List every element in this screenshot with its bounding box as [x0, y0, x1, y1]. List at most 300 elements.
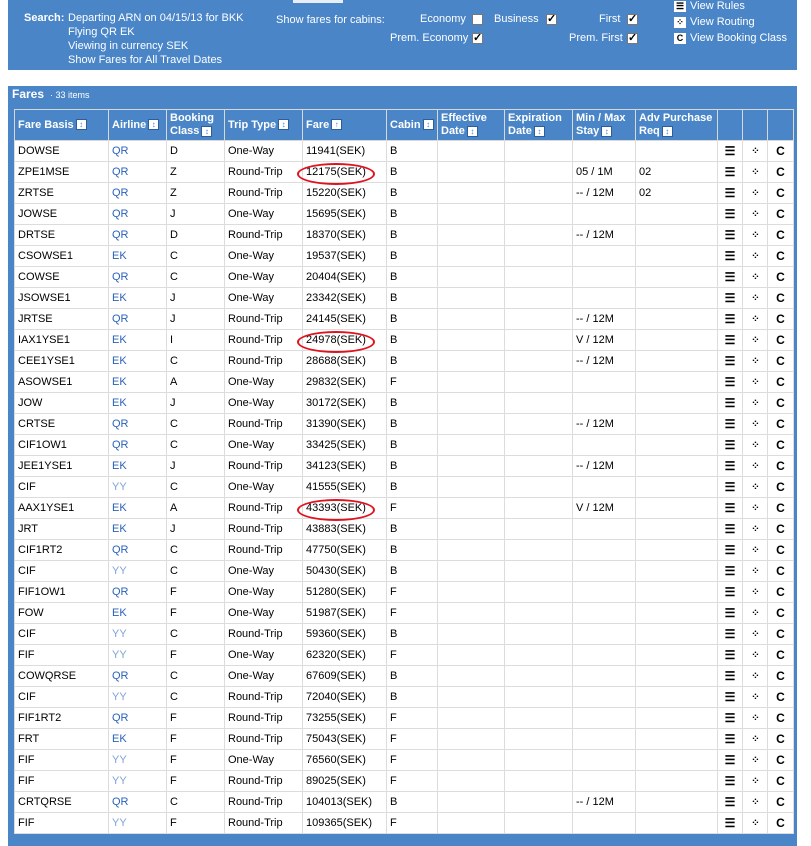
routing-icon[interactable]: ⁘ [743, 708, 768, 729]
fare-value: 11941(SEK) [306, 145, 366, 157]
cell-fare-basis [15, 267, 109, 288]
booking-class-icon[interactable]: C [768, 372, 794, 393]
rules-icon[interactable]: ☰ [718, 414, 743, 435]
booking-class-icon[interactable]: C [768, 183, 794, 204]
routing-icon[interactable]: ⁘ [743, 561, 768, 582]
airline-value[interactable]: QR [112, 712, 129, 724]
routing-icon[interactable]: ⁘ [743, 351, 768, 372]
cell-min-max [573, 561, 636, 582]
col-adv-purchase[interactable] [636, 110, 718, 141]
fare-value: 30172(SEK) [306, 397, 366, 409]
rules-icon[interactable]: ☰ [718, 393, 743, 414]
booking-class-icon[interactable]: C [768, 708, 794, 729]
cell-effective [438, 666, 505, 687]
cell-trip-type [225, 162, 303, 183]
booking-class-icon[interactable]: C [768, 813, 794, 834]
airline-value[interactable]: QR [112, 544, 129, 556]
booking-class-icon[interactable]: C [768, 162, 794, 183]
fare-basis-value: FIF [18, 649, 35, 661]
sort-icon[interactable]: ↕ [148, 119, 159, 130]
cell-fare-basis [15, 393, 109, 414]
trip-type-value: Round-Trip [228, 628, 283, 640]
routing-icon[interactable]: ⁘ [743, 162, 768, 183]
airline-value[interactable]: QR [112, 418, 129, 430]
booking-class-icon[interactable]: C [768, 540, 794, 561]
booking-class-icon[interactable]: C [768, 267, 794, 288]
cell-airline[interactable] [109, 288, 167, 309]
col-expiration-date[interactable] [505, 110, 573, 141]
booking-class-icon[interactable]: C [768, 456, 794, 477]
table-row [15, 729, 794, 750]
col-min-max-stay[interactable] [573, 110, 636, 141]
cell-fare [303, 456, 387, 477]
prem-first-checkbox[interactable] [627, 33, 638, 44]
rules-icon[interactable]: ☰ [718, 687, 743, 708]
cell-fare-basis [15, 687, 109, 708]
view-booking-class-link[interactable] [674, 32, 787, 44]
airline-value[interactable]: EK [112, 250, 127, 262]
rules-icon[interactable]: ☰ [718, 750, 743, 771]
sort-icon[interactable]: ↕ [278, 119, 289, 130]
cell-min-max [573, 351, 636, 372]
cell-fare-basis [15, 204, 109, 225]
cell-adv [636, 603, 718, 624]
cell-effective [438, 771, 505, 792]
airline-value[interactable]: QR [112, 208, 129, 220]
cell-airline[interactable] [109, 141, 167, 162]
routing-icon[interactable]: ⁘ [743, 477, 768, 498]
booking-class-icon[interactable]: C [768, 603, 794, 624]
booking-class-icon[interactable]: C [768, 225, 794, 246]
adv-value: 02 [639, 166, 652, 178]
cell-airline[interactable] [109, 603, 167, 624]
booking-class-icon[interactable]: C [768, 771, 794, 792]
routing-icon[interactable]: ⁘ [743, 750, 768, 771]
cell-airline[interactable] [109, 456, 167, 477]
cell-trip-type [225, 708, 303, 729]
table-row [15, 456, 794, 477]
booking-class-icon[interactable]: C [768, 246, 794, 267]
cell-airline[interactable] [109, 645, 167, 666]
sort-icon[interactable]: ↕ [534, 126, 545, 137]
booking-class-icon[interactable]: C [768, 141, 794, 162]
cabin-value: F [390, 733, 397, 745]
routing-icon[interactable]: ⁘ [743, 771, 768, 792]
cell-effective [438, 519, 505, 540]
airline-value[interactable]: QR [112, 271, 129, 283]
cell-effective [438, 708, 505, 729]
table-row [15, 309, 794, 330]
cell-booking-class [167, 708, 225, 729]
cell-airline[interactable] [109, 267, 167, 288]
routing-icon[interactable]: ⁘ [743, 414, 768, 435]
routing-icon[interactable]: ⁘ [743, 246, 768, 267]
cell-airline[interactable] [109, 540, 167, 561]
cell-airline[interactable] [109, 225, 167, 246]
airline-value[interactable]: QR [112, 796, 129, 808]
search-route: Departing ARN on 04/15/13 for BKK [68, 12, 244, 24]
fare-basis-value: FRT [18, 733, 40, 745]
cabin-value: B [390, 628, 398, 640]
routing-icon: ⁘ [674, 17, 686, 28]
cell-fare-basis [15, 225, 109, 246]
routing-icon[interactable]: ⁘ [743, 582, 768, 603]
view-rules-link[interactable] [674, 0, 745, 12]
airline-value[interactable]: EK [112, 460, 127, 472]
sort-ascending-icon[interactable]: ↑ [331, 119, 342, 130]
airline-value[interactable]: QR [112, 229, 129, 241]
airline-value[interactable]: EK [112, 376, 127, 388]
cell-fare [303, 225, 387, 246]
economy-checkbox[interactable] [472, 14, 483, 25]
airline-value[interactable]: EK [112, 334, 127, 346]
trip-type-value: Round-Trip [228, 817, 283, 829]
airline-value[interactable]: QR [112, 166, 129, 178]
booking-class-icon[interactable]: C [768, 582, 794, 603]
routing-icon[interactable]: ⁘ [743, 204, 768, 225]
rules-icon[interactable]: ☰ [718, 141, 743, 162]
cell-airline[interactable] [109, 792, 167, 813]
airline-value[interactable]: YY [112, 775, 127, 787]
sort-icon[interactable]: ↕ [662, 126, 673, 137]
routing-icon[interactable]: ⁘ [743, 540, 768, 561]
airline-value[interactable]: YY [112, 565, 127, 577]
fare-value: 24145(SEK) [306, 313, 366, 325]
cell-fare [303, 666, 387, 687]
airline-value[interactable]: YY [112, 481, 127, 493]
rules-icon[interactable]: ☰ [718, 477, 743, 498]
col-fare-basis[interactable] [15, 110, 109, 141]
rules-icon[interactable]: ☰ [718, 246, 743, 267]
booking-class-value: J [170, 313, 176, 325]
airline-value[interactable]: QR [112, 439, 129, 451]
cabin-value: F [390, 607, 397, 619]
cell-adv [636, 225, 718, 246]
cabin-value: F [390, 775, 397, 787]
table-header-row [15, 110, 794, 141]
table-row [15, 162, 794, 183]
rules-icon[interactable]: ☰ [718, 372, 743, 393]
cell-airline[interactable] [109, 309, 167, 330]
airline-value[interactable]: EK [112, 523, 127, 535]
booking-class-icon[interactable]: C [768, 330, 794, 351]
booking-class-icon[interactable]: C [768, 393, 794, 414]
booking-class-icon[interactable]: C [768, 414, 794, 435]
airline-value[interactable]: QR [112, 187, 129, 199]
cell-airline[interactable] [109, 729, 167, 750]
sort-icon[interactable]: ↕ [201, 126, 212, 137]
cell-expiration [505, 582, 573, 603]
routing-icon[interactable]: ⁘ [743, 435, 768, 456]
booking-class-value: A [170, 502, 178, 514]
min-max-value: -- / 12M [576, 187, 614, 199]
rules-icon[interactable]: ☰ [718, 225, 743, 246]
cell-airline[interactable] [109, 771, 167, 792]
cell-adv [636, 750, 718, 771]
booking-class-icon[interactable]: C [768, 309, 794, 330]
routing-icon[interactable]: ⁘ [743, 456, 768, 477]
cell-effective [438, 330, 505, 351]
routing-icon[interactable]: ⁘ [743, 183, 768, 204]
booking-class-icon[interactable]: C [768, 519, 794, 540]
trip-type-value: One-Way [228, 586, 275, 598]
cell-airline[interactable] [109, 477, 167, 498]
rules-icon[interactable]: ☰ [718, 267, 743, 288]
cell-airline[interactable] [109, 330, 167, 351]
booking-class-icon[interactable]: C [768, 498, 794, 519]
trip-type-value: Round-Trip [228, 523, 283, 535]
routing-icon[interactable]: ⁘ [743, 309, 768, 330]
sort-icon[interactable]: ↕ [76, 119, 87, 130]
rules-icon[interactable]: ☰ [718, 162, 743, 183]
col-effective-date[interactable] [438, 110, 505, 141]
rules-icon[interactable]: ☰ [718, 330, 743, 351]
routing-icon[interactable]: ⁘ [743, 645, 768, 666]
cell-min-max [573, 708, 636, 729]
cell-fare-basis [15, 141, 109, 162]
sort-icon[interactable]: ↕ [467, 126, 478, 137]
fare-basis-value: CEE1YSE1 [18, 355, 75, 367]
cell-effective [438, 309, 505, 330]
trip-type-value: One-Way [228, 649, 275, 661]
col-airline-label: Airline [112, 118, 147, 131]
cell-cabin [387, 414, 438, 435]
rules-icon[interactable]: ☰ [718, 435, 743, 456]
rules-icon[interactable]: ☰ [718, 813, 743, 834]
airline-value[interactable]: EK [112, 292, 127, 304]
airline-value[interactable]: YY [112, 649, 127, 661]
rules-icon[interactable]: ☰ [718, 666, 743, 687]
fare-value: 15220(SEK) [306, 187, 366, 199]
airline-value[interactable]: YY [112, 628, 127, 640]
booking-class-icon[interactable]: C [768, 645, 794, 666]
table-row [15, 183, 794, 204]
cell-expiration [505, 372, 573, 393]
col-airline[interactable] [109, 110, 167, 141]
fare-value: 51280(SEK) [306, 586, 366, 598]
routing-icon[interactable]: ⁘ [743, 267, 768, 288]
rules-icon[interactable]: ☰ [718, 498, 743, 519]
airline-value[interactable]: QR [112, 586, 129, 598]
booking-class-value: C [170, 439, 178, 451]
cell-airline[interactable] [109, 687, 167, 708]
airline-value[interactable]: QR [112, 313, 129, 325]
booking-class-icon[interactable]: C [768, 561, 794, 582]
cell-airline[interactable] [109, 393, 167, 414]
cell-airline[interactable] [109, 351, 167, 372]
cell-adv [636, 477, 718, 498]
cell-trip-type [225, 372, 303, 393]
booking-class-icon[interactable]: C [768, 687, 794, 708]
cell-cabin [387, 771, 438, 792]
airline-value[interactable]: YY [112, 754, 127, 766]
cell-trip-type [225, 687, 303, 708]
booking-class-icon[interactable]: C [768, 750, 794, 771]
rules-icon[interactable]: ☰ [718, 183, 743, 204]
routing-icon[interactable]: ⁘ [743, 519, 768, 540]
cell-airline[interactable] [109, 666, 167, 687]
fare-basis-value: CIF1RT2 [18, 544, 63, 556]
fare-basis-value: CIF [18, 628, 36, 640]
cell-fare [303, 624, 387, 645]
fare-basis-value: JRTSE [18, 313, 53, 325]
booking-class-icon[interactable]: C [768, 204, 794, 225]
cell-effective [438, 351, 505, 372]
rules-icon[interactable]: ☰ [718, 519, 743, 540]
fare-value: 75043(SEK) [306, 733, 366, 745]
airline-value[interactable]: EK [112, 733, 127, 745]
rules-icon[interactable]: ☰ [718, 729, 743, 750]
routing-icon[interactable]: ⁘ [743, 729, 768, 750]
cell-cabin [387, 435, 438, 456]
cell-expiration [505, 162, 573, 183]
cell-airline[interactable] [109, 372, 167, 393]
col-trip-type-label: Trip Type [228, 118, 277, 131]
cell-airline[interactable] [109, 162, 167, 183]
rules-icon[interactable]: ☰ [718, 561, 743, 582]
rules-icon[interactable]: ☰ [718, 582, 743, 603]
cell-cabin [387, 477, 438, 498]
routing-icon[interactable]: ⁘ [743, 687, 768, 708]
fare-basis-value: FIF1OW1 [18, 586, 66, 598]
booking-class-value: C [170, 250, 178, 262]
fares-table [14, 109, 794, 834]
trip-type-value: One-Way [228, 208, 275, 220]
sort-icon[interactable]: ↕ [423, 119, 434, 130]
fare-value: 19537(SEK) [306, 250, 366, 262]
cell-fare [303, 162, 387, 183]
col-adv-purchase-label: Adv Purchase Req [639, 112, 713, 137]
cell-booking-class [167, 162, 225, 183]
airline-value[interactable]: EK [112, 397, 127, 409]
rules-icon[interactable]: ☰ [718, 624, 743, 645]
trip-type-value: Round-Trip [228, 691, 283, 703]
cell-airline[interactable] [109, 561, 167, 582]
routing-icon[interactable]: ⁘ [743, 141, 768, 162]
airline-value[interactable]: QR [112, 145, 129, 157]
cell-fare [303, 540, 387, 561]
cell-airline[interactable] [109, 414, 167, 435]
airline-value[interactable]: EK [112, 607, 127, 619]
cell-fare [303, 246, 387, 267]
booking-class-icon[interactable]: C [768, 666, 794, 687]
cell-airline[interactable] [109, 246, 167, 267]
cell-fare-basis [15, 561, 109, 582]
airline-value[interactable]: YY [112, 817, 127, 829]
fare-basis-value: FIF [18, 775, 35, 787]
cell-fare [303, 414, 387, 435]
rules-icon[interactable]: ☰ [718, 204, 743, 225]
booking-class-icon[interactable]: C [768, 351, 794, 372]
business-checkbox[interactable] [546, 14, 557, 25]
cell-airline[interactable] [109, 708, 167, 729]
sort-icon[interactable]: ↕ [601, 126, 612, 137]
view-rules-label: View Rules [690, 0, 745, 12]
airline-value[interactable]: YY [112, 691, 127, 703]
fare-value: 15695(SEK) [306, 208, 366, 220]
rules-icon[interactable]: ☰ [718, 708, 743, 729]
cell-airline[interactable] [109, 498, 167, 519]
cell-airline[interactable] [109, 519, 167, 540]
booking-class-icon[interactable]: C [768, 435, 794, 456]
min-max-value: 05 / 1M [576, 166, 613, 178]
routing-icon[interactable]: ⁘ [743, 792, 768, 813]
rules-icon[interactable]: ☰ [718, 603, 743, 624]
col-cabin[interactable] [387, 110, 438, 141]
fare-value: 28688(SEK) [306, 355, 366, 367]
cell-effective [438, 624, 505, 645]
cell-airline[interactable] [109, 582, 167, 603]
routing-icon[interactable]: ⁘ [743, 624, 768, 645]
cell-airline[interactable] [109, 750, 167, 771]
routing-icon[interactable]: ⁘ [743, 603, 768, 624]
rules-icon[interactable]: ☰ [718, 351, 743, 372]
cell-trip-type [225, 414, 303, 435]
booking-class-value: C [170, 691, 178, 703]
cell-cabin [387, 750, 438, 771]
routing-icon[interactable]: ⁘ [743, 498, 768, 519]
cell-cabin [387, 498, 438, 519]
fare-basis-value: COWQRSE [18, 670, 77, 682]
routing-icon[interactable]: ⁘ [743, 288, 768, 309]
rules-icon[interactable]: ☰ [718, 771, 743, 792]
col-trip-type[interactable] [225, 110, 303, 141]
cell-airline[interactable] [109, 183, 167, 204]
booking-class-icon[interactable]: C [768, 792, 794, 813]
booking-class-icon[interactable]: C [768, 477, 794, 498]
cell-fare [303, 435, 387, 456]
cell-cabin [387, 141, 438, 162]
rules-icon[interactable]: ☰ [718, 792, 743, 813]
trip-type-value: Round-Trip [228, 355, 283, 367]
first-checkbox[interactable] [627, 14, 638, 25]
routing-icon[interactable]: ⁘ [743, 813, 768, 834]
cell-airline[interactable] [109, 813, 167, 834]
routing-icon[interactable]: ⁘ [743, 225, 768, 246]
cell-airline[interactable] [109, 624, 167, 645]
cell-trip-type [225, 225, 303, 246]
rules-icon[interactable]: ☰ [718, 288, 743, 309]
view-routing-link[interactable] [674, 16, 755, 28]
cell-adv [636, 645, 718, 666]
routing-icon[interactable]: ⁘ [743, 393, 768, 414]
cell-effective [438, 729, 505, 750]
routing-icon[interactable]: ⁘ [743, 666, 768, 687]
col-booking-class[interactable] [167, 110, 225, 141]
rules-icon[interactable]: ☰ [718, 309, 743, 330]
booking-class-icon[interactable]: C [768, 729, 794, 750]
cell-fare-basis [15, 498, 109, 519]
prem-economy-checkbox[interactable] [472, 33, 483, 44]
routing-icon[interactable]: ⁘ [743, 330, 768, 351]
col-fare[interactable] [303, 110, 387, 141]
rules-icon[interactable]: ☰ [718, 645, 743, 666]
booking-class-icon[interactable]: C [768, 288, 794, 309]
rules-icon[interactable]: ☰ [718, 456, 743, 477]
booking-class-value: C [170, 271, 178, 283]
cell-airline[interactable] [109, 204, 167, 225]
cell-airline[interactable] [109, 435, 167, 456]
cell-effective [438, 603, 505, 624]
airline-value[interactable]: EK [112, 502, 127, 514]
airline-value[interactable]: QR [112, 670, 129, 682]
cell-fare [303, 792, 387, 813]
routing-icon[interactable]: ⁘ [743, 372, 768, 393]
cell-cabin [387, 708, 438, 729]
airline-value[interactable]: EK [112, 355, 127, 367]
rules-icon[interactable]: ☰ [718, 540, 743, 561]
booking-class-icon[interactable]: C [768, 624, 794, 645]
